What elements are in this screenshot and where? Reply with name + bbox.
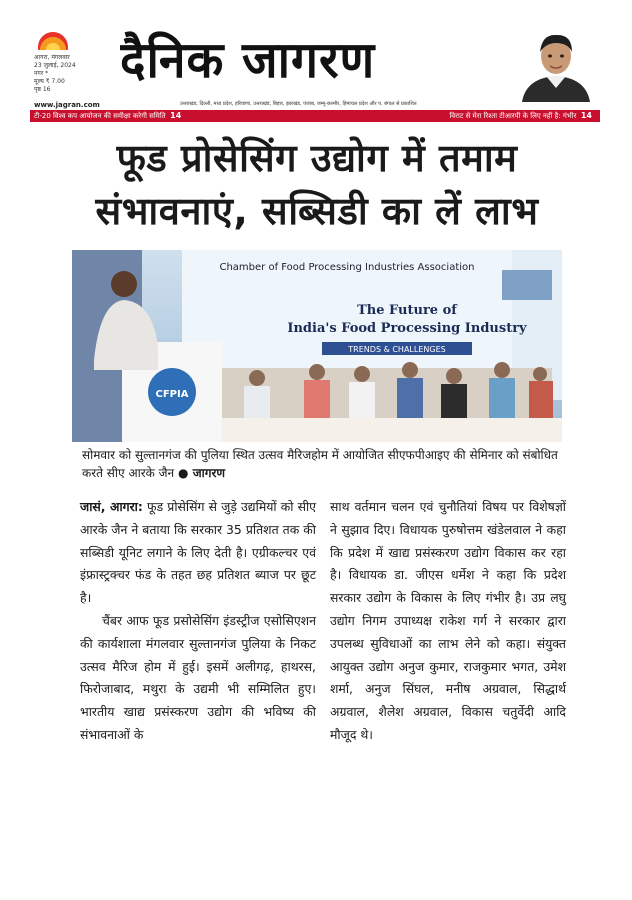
teaser-left-text: टी-20 विश्व कप आयोजन की समीक्षा करेगी समिति	[34, 112, 166, 120]
teaser-right-page: 14	[580, 111, 592, 120]
edition-pages: पृष्ठ 16	[34, 86, 51, 93]
edition-price: मूल्य ₹ 7.00	[34, 78, 65, 85]
edition-city: नगर *	[34, 70, 49, 77]
columnist-portrait-icon	[516, 26, 596, 102]
teaser-right-text: विराट से मेरा रिश्ता टीआरपी के लिए नहीं है: गंभीर	[449, 112, 577, 120]
edition-info	[34, 54, 114, 94]
teaser-right[interactable]	[449, 110, 592, 122]
paragraph-2: चैंबर आफ फूड प्रसोसेसिंग इंडस्ट्रीज एसोसिएशन की कार्यशाला मंगलवार सुल्तानगंज पुलिया के निकट उत्सव मैरिज होम में हुई। इसमें अलीगढ़, हाथरस, फिरोजाबाद, मथुरा के उद्यमी भी सम्मिलित हुए। भारतीय खाद्य प्रसंस्करण उद्योग की भविष्य की संभावनाओं के	[80, 612, 316, 742]
photo-credit: ● जागरण	[178, 466, 226, 480]
banner-line-4: TRENDS & CHALLENGES	[348, 345, 446, 354]
article-body	[80, 496, 564, 876]
banner-line-2: The Future of	[357, 303, 457, 318]
paragraph-3: साथ वर्तमान चलन एवं चुनौतियां विषय पर विशेषज्ञों ने सुझाव दिए। विधायक पुरुषोत्तम खंडेलवाल ने कहा कि प्रदेश में खाद्य प्रसंस्करण उद्योग विकास कर रहा है। विधायक डा. जीएस धर्मेश ने कहा कि प्रदेश सरकार उद्योग के विकास के लिए गंभीर है। उप्र लघु उद्योग निगम उपाध्यक्ष राकेश गर्ग ने सरकार द्वारा उपलब्ध सुविधाओं का लाभ लेने को कहा। संयुक्त आयुक्त उद्योग अनुज कुमार, राजकुमार भगत, उमेश शर्मा, अनुज सिंघल, मनीष अग्रवाल, सिद्धार्थ अग्रवाल, शैलेश अग्रवाल, विकास चतुर्वेदी आदि मौजूद थे।	[330, 499, 566, 742]
site-url: www.jagran.com	[34, 101, 100, 109]
publication-cities: उत्तराखंड, दिल्ली, मध्य प्रदेश, हरियाणा, उत्तराखंड, बिहार, झारखंड, पंजाब, जम्मू-कश्मीर, हिमाचल प्रदेश और प. बंगाल से प्रकाशित	[180, 101, 417, 107]
caption-text: सोमवार को सुल्तानगंज की पुलिया स्थित उत्सव मैरिजहोम में आयोजित सीएफपीआइए की सेमिनार को संबोधित करते सीए आरके जैन	[82, 448, 558, 480]
sun-logo-icon	[36, 30, 70, 50]
edition-label: आगरा, मंगलवार	[34, 54, 70, 61]
photo-caption	[82, 446, 558, 482]
teaser-strip	[30, 110, 600, 122]
dateline: जासं, आगरा:	[80, 499, 143, 514]
banner-line-1: Chamber of Food Processing Industries Association	[219, 262, 475, 273]
masthead	[30, 24, 602, 109]
banner-line-3: India's Food Processing Industry	[287, 321, 527, 336]
newspaper-title: दैनिक जागरण	[120, 31, 376, 89]
teaser-left[interactable]	[34, 110, 181, 122]
podium-logo: CFPIA	[155, 389, 189, 400]
article-column-right	[330, 496, 566, 747]
article-column-left	[80, 496, 316, 747]
teaser-left-page: 14	[170, 111, 182, 120]
paragraph-1	[80, 496, 316, 610]
article-headline: फूड प्रोसेसिंग उद्योग में तमाम संभावनाएं, सब्सिडी का लें लाभ	[95, 136, 539, 233]
article-photo	[72, 250, 562, 442]
edition-date: 23 जुलाई, 2024	[34, 62, 76, 69]
paragraph-1-text: फूड प्रोसेसिंग से जुड़े उद्यमियों को सीए आरके जैन ने बताया कि सरकार 35 प्रतिशत तक की सब्सिडी यूनिट लगाने के लिए देती है। एग्रीकल्चर एवं इंफ्रास्ट्रक्चर फंड के तहत छह प्रतिशत ब्याज पर छूट है।	[80, 499, 317, 606]
